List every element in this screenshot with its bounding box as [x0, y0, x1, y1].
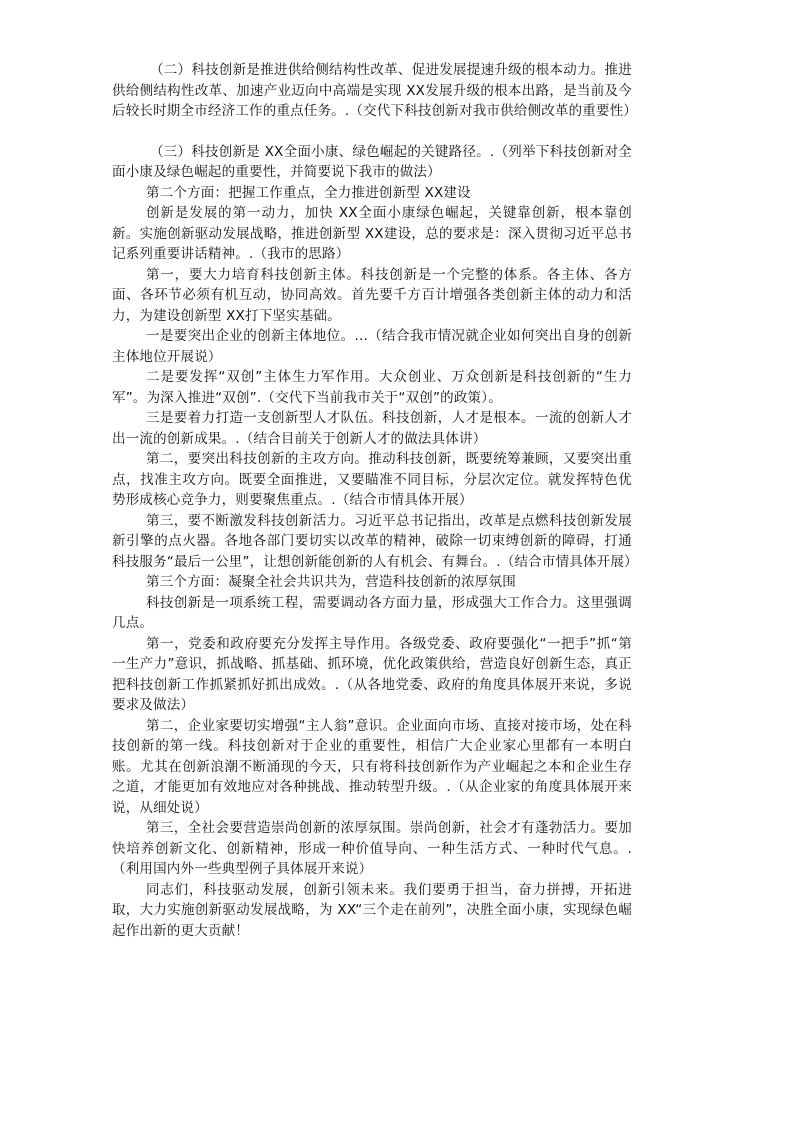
paragraph-main-direction: 第二，要突出科技创新的主攻方向。推动科技创新，既要统筹兼顾，又要突出重点，找准主攻方向。既要全面推进，又要瞄准不同目标，分层次定位。就发挥特色优势形成核心竞争力，则要聚焦重点。.（结合市情具体开展） — [112, 451, 632, 508]
paragraph-gap — [112, 122, 632, 142]
paragraph-point-two: （二）科技创新是推进供给侧结构性改革、促进发展提速升级的根本动力。推进供给侧结构性改革、加速产业迈向中高端是实现 XX发展升级的根本出路，是当前及今后较长时期全市经济工作的重点任务。.（交代下科技创新对我市供给侧改革的重要性） — [112, 62, 638, 119]
paragraph-point-three: （三）科技创新是 XX全面小康、绿色崛起的关键路径。.（列举下科技创新对全面小康及绿色崛起的重要性，并简要说下我市的做法） — [112, 143, 632, 180]
paragraph-first-subject: 第一，要大力培育科技创新主体。科技创新是一个完整的体系。各主体、各方面、各环节必须有机互动，协同高效。首先要千方百计增强各类创新主体的动力和活力，为建设创新型 XX打下坚实基础。 — [112, 266, 632, 324]
paragraph-system-project: 科技创新是一项系统工程，需要调动各方面力量，形成强大工作合力。这里强调几点。 — [112, 594, 632, 631]
section-heading-two: 第二个方面：把握工作重点，全力推进创新型 XX建设 — [146, 184, 471, 201]
paragraph-double-innovation: 二是要发挥“双创”主体生力军作用。大众创业、万众创新是科技创新的“生力军”。为深入推进“双创”.（交代下当前我市关于“双创”的政策）。 — [112, 369, 632, 406]
paragraph-party-government: 第一，党委和政府要充分发挥主导作用。各级党委、政府要强化“一把手”抓“第一生产力”意识，抓战略、抓基础、抓环境，优化政策供给，营造良好创新生态，真正把科技创新工作抓紧抓好抓出成效。.（从各地党委、政府的角度具体展开来说，多说要求及做法） — [112, 635, 632, 713]
paragraph-talent: 三是要着力打造一支创新型人才队伍。科技创新，人才是根本。一流的创新人才出一流的创新成果。.（结合目前关于创新人才的做法具体讲） — [112, 410, 632, 447]
paragraph-entrepreneurs: 第二，企业家要切实增强“主人翁”意识。企业面向市场、直接对接市场，处在科技创新的第一线。科技创新对于企业的重要性，相信广大企业家心里都有一本明白账。尤其在创新浪潮不断涌现的今天，只有将科技创新作为产业崛起之本和企业生存之道，才能更加有效地应对各种挑战、推动转型升级。.（从企业家的角度具体展开来说，从细处说） — [112, 717, 632, 816]
paragraph-innovation-intro: 创新是发展的第一动力，加快 XX全面小康绿色崛起，关键靠创新，根本靠创新。实施创新驱动发展战略，推进创新型 XX建设，总的要求是：深入贯彻习近平总书记系列重要讲话精神。.（我市的思路） — [112, 205, 632, 262]
paragraph-vitality: 第三，要不断激发科技创新活力。习近平总书记指出，改革是点燃科技创新发展新引擎的点火器。各地各部门要切实以改革的精神，破除一切束缚创新的障碍，打通科技服务“最后一公里”，让想创新能创新的人有机会、有舞台。.（结合市情具体开展） — [112, 512, 638, 570]
document-body — [112, 60, 638, 941]
section-heading-three: 第三个方面：凝聚全社会共识共为，营造科技创新的浓厚氛围 — [146, 574, 516, 590]
paragraph-society: 第三，全社会要营造崇尚创新的浓厚氛围。崇尚创新，社会才有蓬勃活力。要加快培养创新文化、创新精神，形成一种价值导向、一种生活方式、一种时代气息。.（利用国内外一些典型例子具体展开来说） — [112, 820, 632, 877]
paragraph-enterprise-role: 一是要突出企业的创新主体地位。...（结合我市情况就企业如何突出自身的创新主体地位开展说） — [112, 328, 632, 365]
paragraph-closing: 同志们，科技驱动发展，创新引领未来。我们要勇于担当，奋力拼搏，开拓进取，大力实施创新驱动发展战略，为 XX“三个走在前列”，决胜全面小康，实现绿色崛起作出新的更大贡献！ — [112, 881, 632, 939]
